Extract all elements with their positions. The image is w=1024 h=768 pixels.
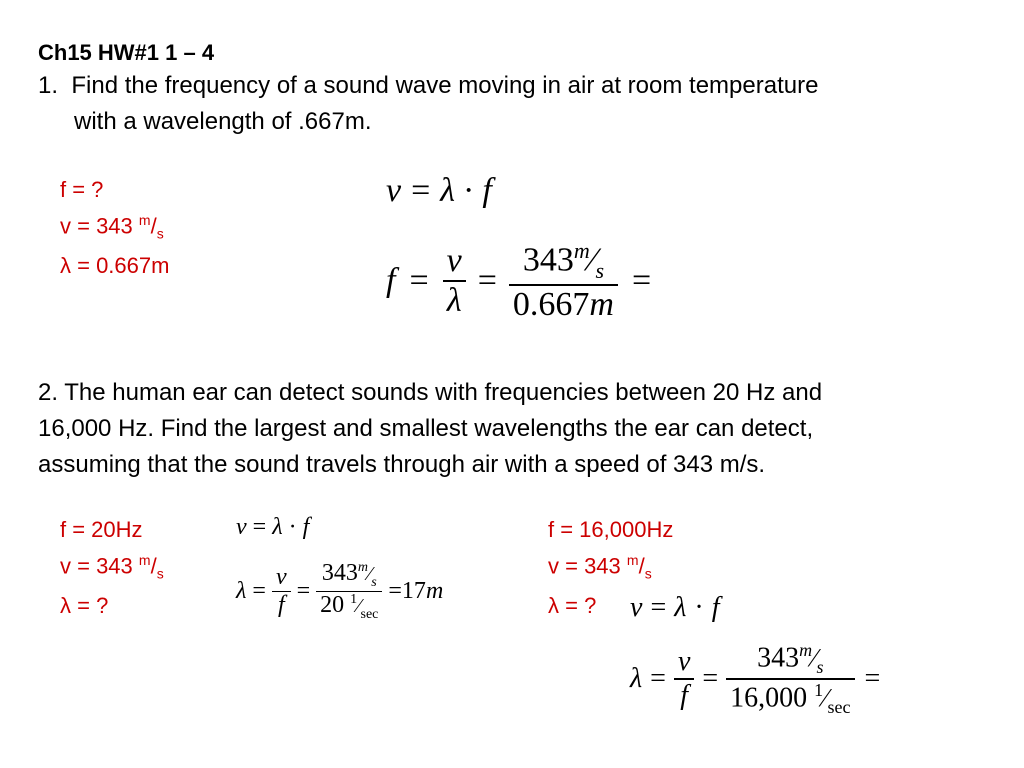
q1-given-v-prefix: v = 343 (60, 213, 139, 239)
eq-dot: · (463, 172, 475, 209)
eq-v: v (236, 514, 247, 540)
q2-right-equation-1 (630, 592, 719, 624)
unit-slash: ⁄ (812, 643, 817, 673)
fraction-numerator (519, 238, 608, 284)
numerator-value: 343 (522, 241, 574, 279)
q2-left-equation-1 (236, 514, 309, 541)
eq-equals: = (650, 592, 667, 623)
question-1 (38, 68, 818, 140)
unit-s: s (371, 574, 377, 590)
eq-lambda: λ (674, 592, 687, 623)
v-unit-num: m (138, 552, 151, 568)
denominator-value: 0.667 (512, 286, 590, 324)
q2-left-given-v (60, 545, 164, 590)
fraction-343-over-20 (316, 560, 382, 623)
v-unit-den: s (644, 565, 652, 582)
question-1-line1: Find the frequency of a sound wave moving in air at room temperature (71, 72, 819, 99)
eq-dot: · (288, 514, 297, 540)
eq-v: v (630, 592, 643, 623)
q2-left-equation-2 (236, 560, 443, 623)
q2-right-given-v (548, 545, 673, 590)
eq-lambda: λ (236, 577, 247, 604)
fraction-numerator: v (446, 242, 462, 280)
q1-given-f: f = ? (60, 177, 104, 202)
v-unit-den: s (156, 565, 164, 582)
q1-given-v-unit-slash: / (150, 213, 157, 239)
fraction-denominator: f (277, 591, 285, 618)
unit-m: m (573, 238, 590, 263)
fraction-numerator (318, 560, 381, 591)
eq-equals: = (252, 514, 267, 540)
eq-equals: = (252, 577, 266, 604)
denominator-value: 20 (320, 591, 345, 618)
q2-left-givens (60, 514, 164, 621)
eq-equals: = (411, 172, 431, 209)
fraction-v-over-lambda (443, 242, 466, 320)
eq-lambda: λ (630, 662, 643, 694)
result-unit: m (425, 577, 444, 604)
fraction-denominator (509, 286, 618, 324)
q1-given-v-unit-num: m (138, 212, 151, 228)
v-unit-slash: / (638, 553, 645, 579)
eq-equals-end: = (864, 662, 881, 694)
eq-f: f (386, 262, 396, 300)
denominator-value: 16,000 (730, 682, 808, 714)
v-unit-num: m (626, 552, 639, 568)
q2-right-given-f: f = 16,000Hz (548, 517, 674, 542)
question-2-line3: assuming that the sound travels through air with a speed of 343 m/s. (38, 451, 766, 478)
v-prefix: v = 343 (548, 553, 627, 579)
eq-equals-2: = (702, 662, 719, 694)
fraction-v-over-f (272, 564, 291, 619)
unit-slash: ⁄ (367, 563, 372, 585)
q1-equation-2 (386, 238, 665, 324)
q1-givens (60, 174, 169, 281)
unit-sec: sec (360, 606, 379, 622)
unit-s: s (595, 258, 605, 284)
v-unit-slash: / (150, 553, 157, 579)
v-prefix: v = 343 (60, 553, 139, 579)
fraction-numerator: v (677, 645, 691, 677)
unit-slash: ⁄ (589, 241, 596, 279)
numerator-value: 343 (757, 642, 800, 674)
q1-equation-1 (386, 172, 492, 210)
denominator-unit: m (589, 286, 614, 324)
q2-right-equation-2 (630, 640, 880, 718)
numerator-value: 343 (321, 560, 358, 586)
eq-dot: · (694, 592, 704, 623)
unit-sec: sec (827, 696, 851, 717)
question-1-number: 1. (38, 72, 59, 99)
eq-lambda: λ (272, 514, 283, 540)
page-title: Ch15 HW#1 1 – 4 (38, 40, 215, 65)
eq-v: v (386, 172, 402, 209)
question-2 (38, 375, 822, 483)
fraction-denominator (316, 592, 382, 623)
fraction-denominator (726, 680, 854, 718)
unit-one: 1 (350, 591, 358, 607)
eq-equals: = (650, 662, 666, 694)
unit-m: m (799, 640, 813, 660)
question-2-line2: 16,000 Hz. Find the largest and smallest wavelengths the ear can detect, (38, 415, 814, 442)
unit-m: m (357, 560, 368, 575)
question-2-line1: 2. The human ear can detect sounds with frequencies between 20 Hz and (38, 379, 823, 406)
eq-f: f (482, 172, 492, 209)
eq-equals-2: = (296, 577, 311, 604)
unit-s: s (816, 656, 824, 677)
eq-equals-2: = (477, 262, 497, 300)
q2-left-given-lambda: λ = ? (60, 592, 109, 618)
q2-left-given-f: f = 20Hz (60, 517, 143, 542)
unit-slash: ⁄ (823, 683, 828, 713)
unit-slash: ⁄ (357, 594, 361, 617)
fraction-numerator (753, 640, 827, 678)
question-1-line2: with a wavelength of .667m. (74, 108, 372, 135)
fraction-denominator: f (680, 679, 689, 711)
q1-given-lambda: λ = 0.667m (60, 252, 170, 278)
fraction-numerator: v (275, 563, 287, 590)
q2-right-given-lambda: λ = ? (548, 592, 597, 618)
fraction-343-over-16000 (726, 640, 854, 718)
fraction-v-over-f (674, 646, 694, 712)
fraction-343-over-0667 (509, 238, 618, 324)
eq-f: f (302, 514, 310, 540)
eq-f: f (711, 592, 720, 623)
fraction-denominator: λ (446, 282, 462, 320)
unit-one: 1 (814, 679, 824, 700)
eq-equals-end: = (631, 262, 652, 300)
q1-given-v-unit-den: s (156, 225, 164, 242)
eq-lambda: λ (440, 172, 456, 209)
result-value: =17 (388, 577, 426, 604)
q1-given-v (60, 205, 169, 250)
eq-equals: = (409, 262, 429, 300)
